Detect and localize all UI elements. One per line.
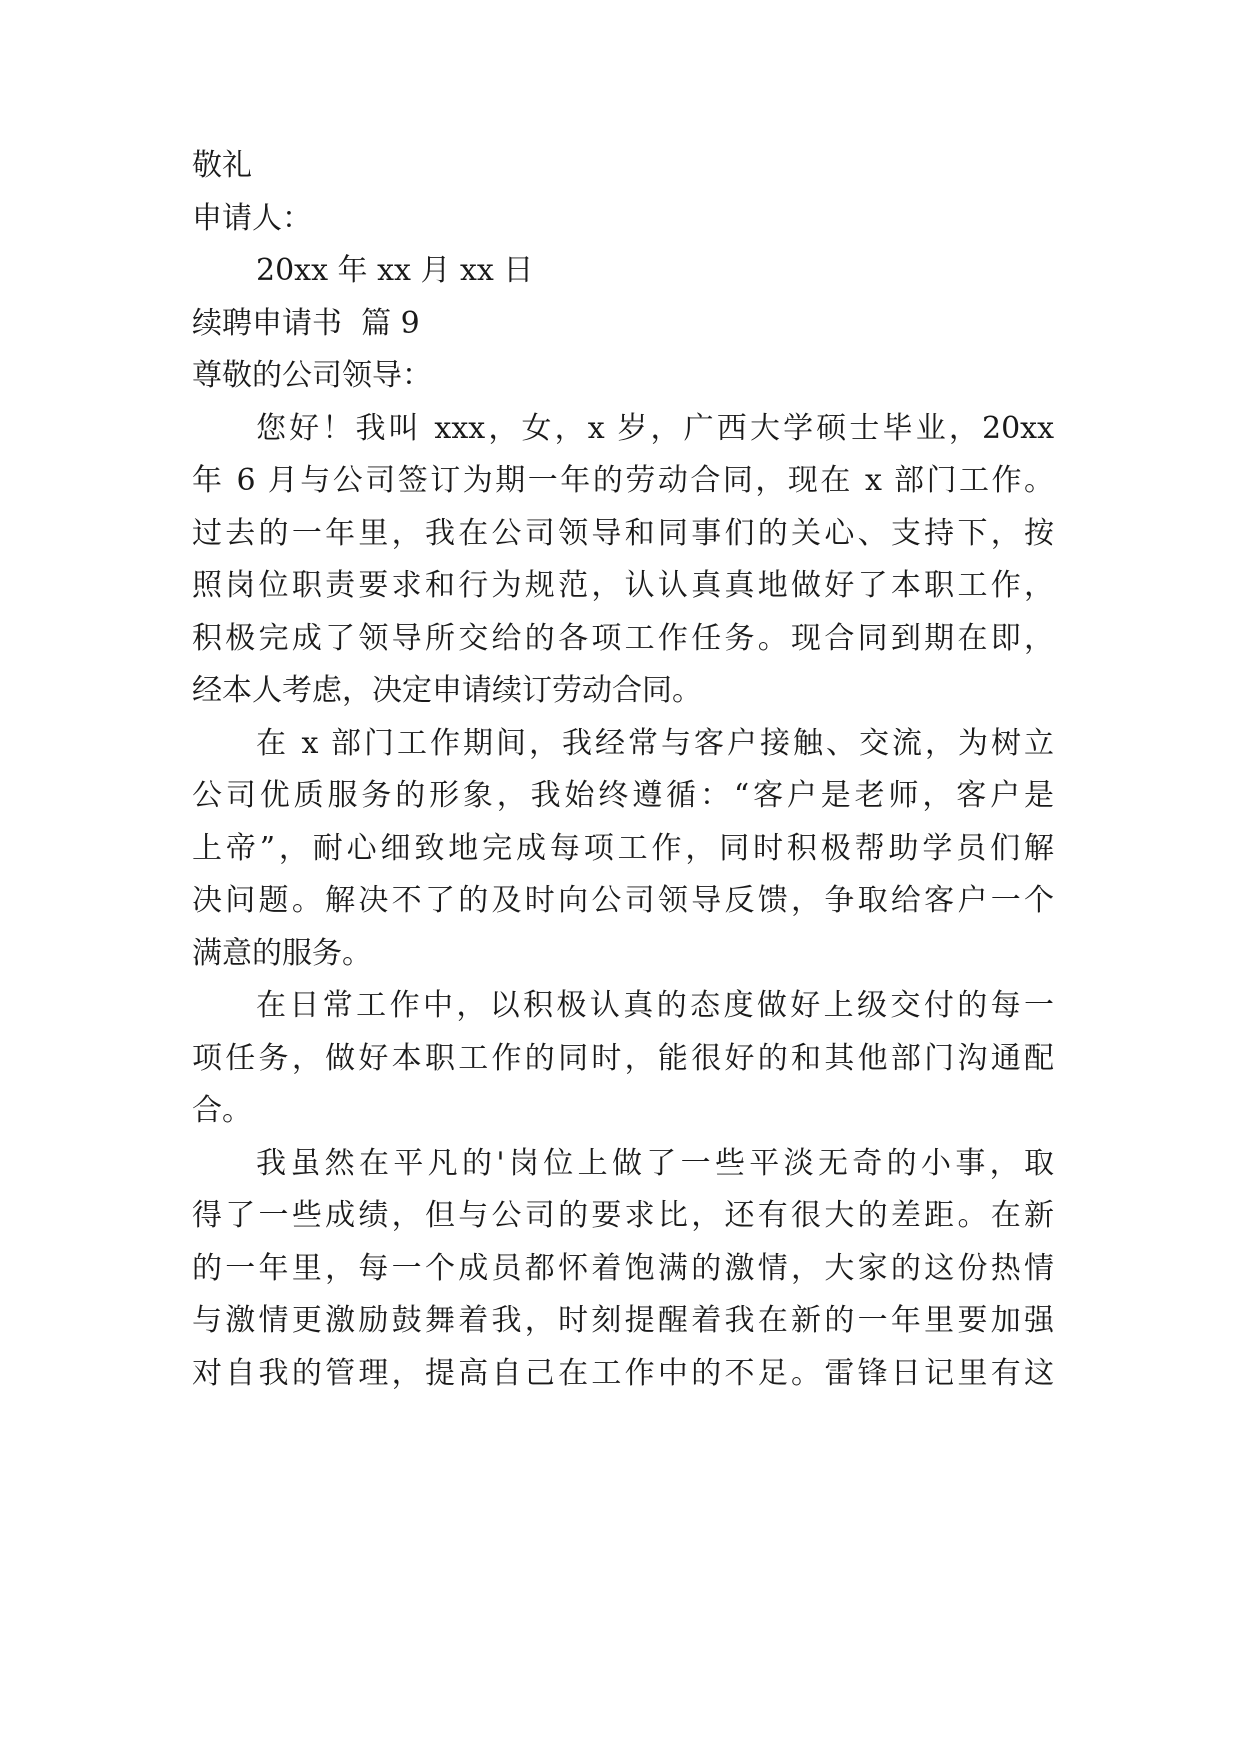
paragraph-3-line: 合。 <box>192 1093 252 1128</box>
paragraph-4-line: 得了一些成绩，但与公司的要求比，还有很大的差距。在新 <box>192 1198 1054 1233</box>
salutation: 尊敬的公司领导： <box>192 358 432 393</box>
paragraph-3-line: 项任务，做好本职工作的同时，能很好的和其他部门沟通配 <box>192 1041 1054 1076</box>
closing-salute: 敬礼 <box>192 148 252 183</box>
paragraph-2-line: 满意的服务。 <box>192 936 372 971</box>
paragraph-1-line: 照岗位职责要求和行为规范，认认真真地做好了本职工作， <box>192 568 1054 603</box>
paragraph-2-line: 公司优质服务的形象，我始终遵循：“客户是老师，客户是 <box>192 778 1054 813</box>
paragraph-2-line: 上帝”，耐心细致地完成每项工作，同时积极帮助学员们解 <box>192 831 1054 866</box>
paragraph-1-line: 经本人考虑，决定申请续订劳动合同。 <box>192 673 702 708</box>
paragraph-3-line: 在日常工作中，以积极认真的态度做好上级交付的每一 <box>256 988 1054 1023</box>
closing-date: 20xx 年 xx 月 xx 日 <box>256 253 534 288</box>
paragraph-1-line: 年 6 月与公司签订为期一年的劳动合同，现在 x 部门工作。 <box>192 463 1054 498</box>
paragraph-4-line: 对自我的管理，提高自己在工作中的不足。雷锋日记里有这 <box>192 1356 1054 1391</box>
paragraph-2-line: 决问题。解决不了的及时向公司领导反馈，争取给客户一个 <box>192 883 1054 918</box>
paragraph-4-line: 与激情更激励鼓舞着我，时刻提醒着我在新的一年里要加强 <box>192 1303 1054 1338</box>
paragraph-1-line: 积极完成了领导所交给的各项工作任务。现合同到期在即， <box>192 621 1054 656</box>
section-title: 续聘申请书 篇 9 <box>192 306 420 341</box>
paragraph-1-line: 您好！我叫 xxx，女，x 岁，广西大学硕士毕业，20xx <box>256 411 1054 446</box>
paragraph-4-line: 的一年里，每一个成员都怀着饱满的激情，大家的这份热情 <box>192 1251 1054 1286</box>
applicant-label: 申请人： <box>192 201 312 236</box>
paragraph-4-line: 我虽然在平凡的'岗位上做了一些平淡无奇的小事，取 <box>256 1146 1054 1181</box>
paragraph-1-line: 过去的一年里，我在公司领导和同事们的关心、支持下，按 <box>192 516 1054 551</box>
paragraph-2-line: 在 x 部门工作期间，我经常与客户接触、交流，为树立 <box>256 726 1054 761</box>
